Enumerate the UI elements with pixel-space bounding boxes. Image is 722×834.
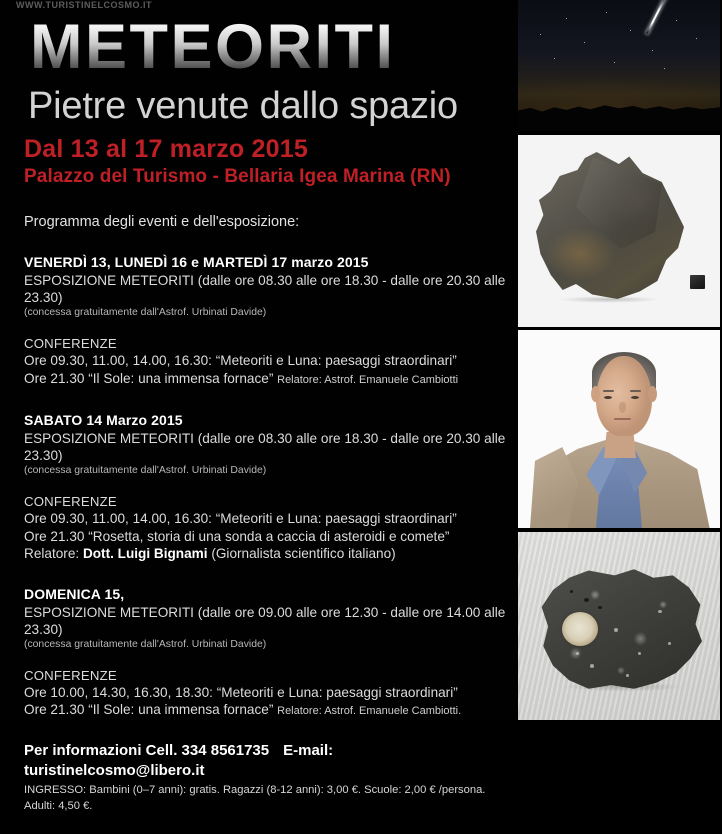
exposition-credit: (concessa gratuitamente dall'Astrof. Urbinati Davide) xyxy=(24,307,267,318)
conference-entry: Ore 10.00, 14.30, 16.30, 18.30: “Meteoriti e Luna: paesaggi straordinari” xyxy=(24,684,458,700)
conference-speaker: Relatore: Astrof. Emanuele Cambiotti. xyxy=(277,705,462,717)
relatore-suffix: (Giornalista scientifico italiano) xyxy=(207,546,396,561)
conference-speaker: Relatore: Astrof. Emanuele Cambiotti xyxy=(277,373,459,386)
conference-entry xyxy=(24,370,510,390)
event-venue: Palazzo del Turismo - Bellaria Igea Marina (RN) xyxy=(24,166,451,187)
slice-chondrule-inclusion xyxy=(562,612,598,646)
day-block xyxy=(12,253,510,389)
horizon-silhouette xyxy=(518,98,720,131)
meteorite-slice-photo xyxy=(518,532,720,720)
speaker-portrait-photo xyxy=(518,330,720,528)
day-heading: SABATO 14 Marzo 2015 xyxy=(24,412,183,428)
exposition-hours: ESPOSIZIONE METEORITI (dalle ore 08.30 alle ore 18.30 - dalle ore 20.30 alle 23.30) xyxy=(24,431,506,463)
portrait-nose xyxy=(619,402,626,413)
conferences-label: CONFERENZE xyxy=(24,336,117,351)
exposition-hours: ESPOSIZIONE METEORITI (dalle ore 08.30 alle ore 18.30 - dalle ore 20.30 alle 23.30) xyxy=(24,273,506,305)
day-block xyxy=(12,585,510,721)
portrait-ear-left xyxy=(591,386,600,402)
conferences-label: CONFERENZE xyxy=(24,667,117,683)
site-url-text: WWW.TURISTINELCOSMO.IT xyxy=(16,0,152,10)
conference-entry: Ore 21.30 “Rosetta, storia di una sonda a caccia di asteroidi e comete” xyxy=(24,528,450,544)
email-text[interactable]: E-mail: turistinelcosmo@libero.it xyxy=(24,741,334,779)
meteor-streak-icon xyxy=(646,0,667,34)
meteorite-specimen-photo xyxy=(518,135,720,327)
event-date: Dal 13 al 17 marzo 2015 xyxy=(24,135,308,163)
conference-entry xyxy=(24,701,510,721)
conference-speaker-line xyxy=(24,545,510,563)
exposition-credit: (concessa gratuitamente dall'Astrof. Urbinati Davide) xyxy=(24,638,267,650)
scale-cube xyxy=(690,275,705,289)
conference-title: Ore 21.30 “Il Sole: una immensa fornace” xyxy=(24,702,274,717)
day-heading: VENERDÌ 13, LUNEDÌ 16 e MARTEDÌ 17 marzo 2015 xyxy=(24,254,369,270)
portrait-eye-left xyxy=(604,396,612,399)
page-subtitle: Pietre venute dallo spazio xyxy=(28,85,458,127)
phone-text[interactable]: Per informazioni Cell. 334 8561735 xyxy=(24,741,270,759)
program-intro: Programma degli eventi e dell'esposizione: xyxy=(24,214,300,230)
day-heading: DOMENICA 15, xyxy=(24,585,125,602)
portrait-mouth xyxy=(614,418,631,420)
night-sky-meteor-photo xyxy=(518,0,720,131)
conference-title: Ore 21.30 “Il Sole: una immensa fornace” xyxy=(24,370,274,386)
portrait-ear-right xyxy=(648,386,657,402)
ticket-prices: INGRESSO: Bambini (0–7 anni): gratis. Ragazzi (8-12 anni): 3,00 €. Scuole: 2,00 € /persona. Adulti: 4,50 €. xyxy=(24,783,486,812)
exposition-hours: ESPOSIZIONE METEORITI (dalle ore 09.00 alle ore 12.30 - dalle ore 14.00 alle 23.30) xyxy=(24,604,506,637)
exposition-credit: (concessa gratuitamente dall'Astrof. Urbinati Davide) xyxy=(24,465,267,476)
day-block xyxy=(12,411,510,563)
portrait-brow-left xyxy=(603,390,614,392)
conferences-label: CONFERENZE xyxy=(24,494,117,509)
portrait-brow-right xyxy=(630,390,641,392)
page-title: METEORITI xyxy=(12,12,510,82)
conference-entry: Ore 09.30, 11.00, 14.00, 16.30: “Meteoriti e Luna: paesaggi straordinari” xyxy=(24,511,457,526)
relatore-name: Dott. Luigi Bignami xyxy=(82,546,208,561)
contact-line xyxy=(12,741,510,781)
relatore-prefix: Relatore: xyxy=(24,546,83,561)
photo-column xyxy=(518,0,720,720)
cut-off-text xyxy=(12,822,510,834)
portrait-eye-right xyxy=(631,396,639,399)
conference-entry: Ore 09.30, 11.00, 14.00, 16.30: “Meteoriti e Luna: paesaggi straordinari” xyxy=(24,353,457,368)
